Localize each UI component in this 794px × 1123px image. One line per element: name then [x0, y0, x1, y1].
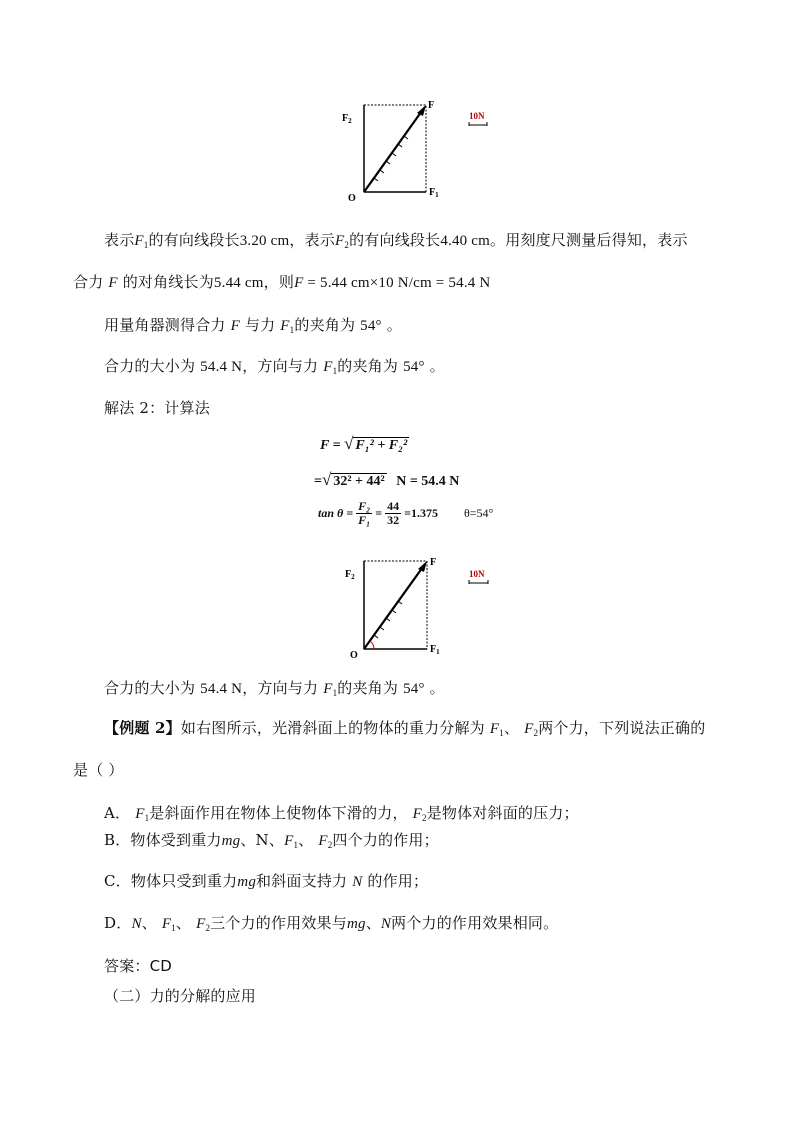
section-heading: （二）力的分解的应用	[104, 987, 257, 1005]
label-f: F	[428, 100, 435, 111]
formula-line-1: F = √ F₁² + F₂²	[320, 434, 408, 453]
label-o: O	[350, 650, 358, 661]
label-f: F	[430, 557, 437, 568]
paragraph-1-cont: 合力 F 的对角线长为5.44 cm，则F = 5.44 cm×10 N/cm = 54.4 N	[73, 273, 491, 291]
paragraph-result-1: 合力的大小为 54.4 N，方向与力 $F_1$的夹角为 54° 。	[104, 357, 445, 376]
tick-marks	[374, 601, 402, 638]
label-f2: $F_2$	[345, 569, 355, 581]
resultant-arrow	[364, 564, 425, 649]
angle-arc	[370, 641, 374, 649]
method-2-heading: 解法 2：计算法	[104, 399, 210, 417]
label-f2: $F_2$	[342, 113, 352, 125]
label-f1: $F_1$	[430, 644, 440, 656]
paragraph-angle: 用量角器测得合力 F 与力 $F_1$的夹角为 54° 。	[104, 316, 402, 335]
label-o: O	[348, 193, 356, 204]
example-2-question-cont: 是（ ）	[73, 761, 124, 779]
formula-line-3: tan θ = $\frac{\text{F₂}}{\text{F₁}}$ = $\frac{44}{32}$ =1.375 θ=54°	[318, 499, 494, 527]
label-f1: $F_1$	[429, 187, 439, 199]
formula-line-2: =√ 32² + 44² N = 54.4 N	[314, 470, 460, 489]
force-diagram-1	[338, 95, 508, 210]
paragraph-result-2: 合力的大小为 54.4 N，方向与力 $F_1$的夹角为 54° 。	[104, 679, 445, 698]
option-a: A． $F_1$是斜面作用在物体上使物体下滑的力， $F_2$是物体对斜面的压力；	[104, 804, 579, 823]
scale-label: 10N	[469, 111, 485, 121]
option-d: D．N、 $F_1$、 $F_2$三个力的作用效果与mg、N两个力的作用效果相同。	[104, 914, 559, 933]
force-diagram-2	[338, 553, 508, 663]
paragraph-1: 表示$F_1$的有向线段长3.20 cm，表示$F_2$的有向线段长4.40 cm。用刻度尺测量后得知，表示	[104, 231, 688, 250]
option-b: B．物体受到重力mg、N、$F_1$、 $F_2$四个力的作用；	[104, 831, 439, 850]
option-c: C．物体只受到重力mg和斜面支持力 N 的作用；	[104, 872, 429, 890]
resultant-arrow	[364, 108, 424, 192]
example-2-question: 【例题 2】如右图所示，光滑斜面上的物体的重力分解为 $F_1$、 $F_2$两个力，下列说法正确的	[104, 719, 706, 738]
tick-marks	[374, 136, 408, 181]
scale-label: 10N	[469, 569, 485, 579]
answer: 答案：CD	[104, 957, 173, 975]
